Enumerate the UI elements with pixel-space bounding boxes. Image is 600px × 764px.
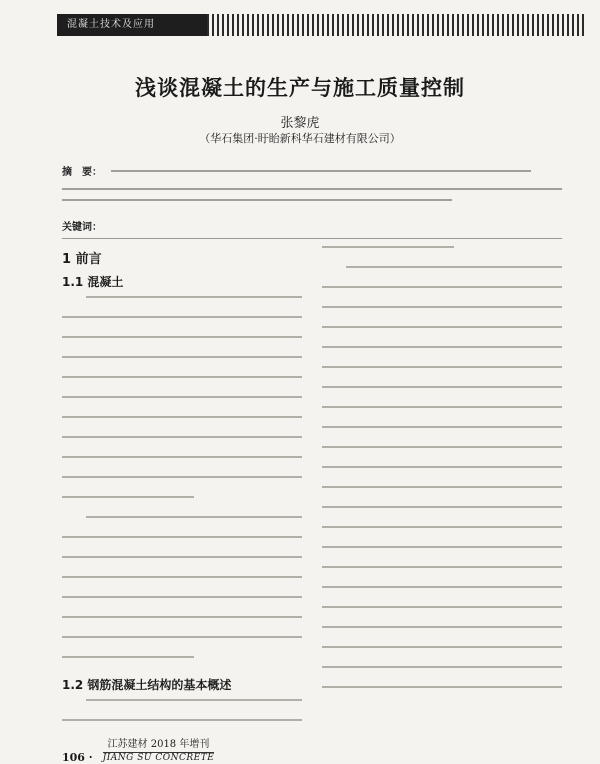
abstract-line xyxy=(62,188,562,190)
body-line xyxy=(62,576,302,578)
body-line xyxy=(62,636,302,638)
body-line xyxy=(322,566,562,568)
body-line xyxy=(322,406,562,408)
article-author: 张黎虎 xyxy=(280,116,320,131)
body-line xyxy=(322,646,562,648)
body-line xyxy=(62,719,302,721)
body-line xyxy=(62,596,302,598)
body-line xyxy=(322,586,562,588)
body-line xyxy=(322,466,562,468)
body-line xyxy=(86,296,302,298)
header-divider xyxy=(62,238,562,239)
journal-banner-text: 混凝土技术及应用 xyxy=(67,19,155,30)
body-line xyxy=(62,356,302,358)
body-line xyxy=(62,456,302,458)
body-line xyxy=(322,506,562,508)
body-line xyxy=(322,246,454,248)
body-line xyxy=(322,326,562,328)
body-line xyxy=(62,376,302,378)
body-line xyxy=(322,426,562,428)
body-line xyxy=(322,286,562,288)
body-line xyxy=(322,386,562,388)
body-line xyxy=(62,436,302,438)
body-line xyxy=(322,666,562,668)
journal-name-cn: 江苏建材 2018 年增刊 xyxy=(107,739,210,750)
page-number: 106 · xyxy=(62,751,93,764)
body-line xyxy=(322,346,562,348)
body-line xyxy=(62,496,194,498)
abstract xyxy=(62,160,562,210)
page-footer xyxy=(62,738,214,764)
body-line xyxy=(62,316,302,318)
body-line xyxy=(62,476,302,478)
banner-decoration xyxy=(207,14,587,36)
body-line xyxy=(322,486,562,488)
section-heading-intro: 1 前言 xyxy=(62,252,102,267)
body-line xyxy=(322,526,562,528)
body-line xyxy=(62,396,302,398)
abstract-line xyxy=(111,170,531,172)
body-line xyxy=(322,306,562,308)
journal-name xyxy=(103,738,215,764)
body-line xyxy=(322,626,562,628)
left-column xyxy=(62,246,302,739)
body-line xyxy=(62,416,302,418)
body-line xyxy=(322,446,562,448)
abstract-line xyxy=(62,199,452,201)
body-line xyxy=(86,699,302,701)
body-line xyxy=(86,516,302,518)
section-heading-rc: 1.2 钢筋混凝土结构的基本概述 xyxy=(62,678,232,692)
body-line xyxy=(62,616,302,618)
journal-banner xyxy=(57,14,207,36)
article-title: 浅谈混凝土的生产与施工质量控制 xyxy=(135,76,465,101)
body-line xyxy=(62,536,302,538)
section-heading-concrete: 1.1 混凝土 xyxy=(62,275,124,289)
abstract-label: 摘 要： xyxy=(62,167,102,178)
keywords-label: 关键词： xyxy=(62,222,102,233)
body-line xyxy=(322,546,562,548)
article-affiliation: （华石集团·盱眙新科华石建材有限公司） xyxy=(199,132,401,145)
body-line xyxy=(322,606,562,608)
body-line xyxy=(346,266,562,268)
right-column xyxy=(322,246,562,706)
keywords xyxy=(62,218,106,233)
body-line xyxy=(62,336,302,338)
body-line xyxy=(62,656,194,658)
body-line xyxy=(62,556,302,558)
body-line xyxy=(322,366,562,368)
body-line xyxy=(322,686,562,688)
journal-name-en: JIANG SU CONCRETE xyxy=(102,753,215,763)
